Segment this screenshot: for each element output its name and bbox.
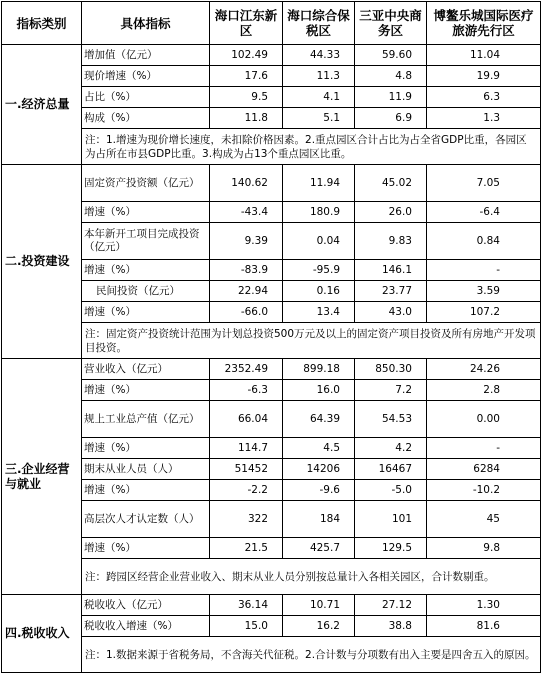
value-cell-sanya-cbd: 16467	[355, 459, 427, 480]
value-cell-jiangdong: 9.39	[210, 223, 283, 260]
value-cell-boao: 0.00	[427, 401, 541, 438]
value-cell-bonded: 180.9	[283, 202, 355, 223]
note-row	[2, 323, 541, 359]
value-cell-sanya-cbd: 59.60	[355, 45, 427, 66]
value-cell-jiangdong: 11.8	[210, 108, 283, 129]
value-cell-bonded: 4.5	[283, 438, 355, 459]
value-cell-sanya-cbd: 9.83	[355, 223, 427, 260]
table-row	[2, 438, 541, 459]
value-cell-bonded: 64.39	[283, 401, 355, 438]
value-cell-bonded: 14206	[283, 459, 355, 480]
value-cell-jiangdong: 322	[210, 501, 283, 538]
section-note: 注：1.增速为现价增长速度，未扣除价格因素。2.重点园区合计占比为占全省GDP比重，各园区为占所在市县GDP比重。3.构成为占13个重点园区比重。	[82, 129, 541, 165]
value-cell-jiangdong: 22.94	[210, 281, 283, 302]
value-cell-sanya-cbd: 129.5	[355, 538, 427, 559]
indicator-label: 营业收入（亿元）	[82, 359, 210, 380]
value-cell-bonded: 4.1	[283, 87, 355, 108]
value-cell-bonded: 10.71	[283, 595, 355, 616]
value-cell-sanya-cbd: 54.53	[355, 401, 427, 438]
value-cell-boao: 1.30	[427, 595, 541, 616]
value-cell-sanya-cbd: 6.9	[355, 108, 427, 129]
note-row	[2, 559, 541, 595]
value-cell-sanya-cbd: 45.02	[355, 165, 427, 202]
value-cell-jiangdong: 36.14	[210, 595, 283, 616]
table-body	[2, 45, 541, 673]
value-cell-boao: 24.26	[427, 359, 541, 380]
value-cell-boao: 45	[427, 501, 541, 538]
value-cell-bonded: 16.0	[283, 380, 355, 401]
table-row	[2, 165, 541, 202]
indicator-label: 税收收入（亿元）	[82, 595, 210, 616]
value-cell-jiangdong: -66.0	[210, 302, 283, 323]
indicator-label: 民间投资（亿元）	[82, 281, 210, 302]
value-cell-sanya-cbd: 43.0	[355, 302, 427, 323]
value-cell-bonded: 0.16	[283, 281, 355, 302]
value-cell-jiangdong: -2.2	[210, 480, 283, 501]
value-cell-jiangdong: -6.3	[210, 380, 283, 401]
value-cell-boao: 9.8	[427, 538, 541, 559]
value-cell-sanya-cbd: 146.1	[355, 260, 427, 281]
indicator-label: 增速（%）	[82, 380, 210, 401]
value-cell-bonded: 11.94	[283, 165, 355, 202]
value-cell-bonded: 899.18	[283, 359, 355, 380]
value-cell-boao: -6.4	[427, 202, 541, 223]
value-cell-bonded: -9.6	[283, 480, 355, 501]
value-cell-jiangdong: 51452	[210, 459, 283, 480]
value-cell-jiangdong: 21.5	[210, 538, 283, 559]
section-note: 注：1.数据来源于省税务局，不含海关代征税。2.合计数与分项数有出入主要是四舍五入的原因。	[82, 637, 541, 673]
value-cell-bonded: 0.04	[283, 223, 355, 260]
indicator-label: 税收收入增速（%）	[82, 616, 210, 637]
value-cell-boao: 7.05	[427, 165, 541, 202]
value-cell-sanya-cbd: 101	[355, 501, 427, 538]
value-cell-sanya-cbd: 4.2	[355, 438, 427, 459]
indicator-label: 增速（%）	[82, 480, 210, 501]
table-row	[2, 359, 541, 380]
table-row	[2, 480, 541, 501]
value-cell-sanya-cbd: 23.77	[355, 281, 427, 302]
note-row	[2, 129, 541, 165]
value-cell-boao: 1.3	[427, 108, 541, 129]
value-cell-boao: 81.6	[427, 616, 541, 637]
value-cell-jiangdong: -43.4	[210, 202, 283, 223]
value-cell-sanya-cbd: 850.30	[355, 359, 427, 380]
header-zone-bonded: 海口综合保税区	[283, 2, 355, 45]
value-cell-boao: 107.2	[427, 302, 541, 323]
table-row	[2, 302, 541, 323]
table-row	[2, 401, 541, 438]
category-cell: 二.投资建设	[2, 165, 82, 359]
indicator-label: 增加值（亿元）	[82, 45, 210, 66]
indicator-label: 增速（%）	[82, 538, 210, 559]
value-cell-jiangdong: 2352.49	[210, 359, 283, 380]
table-row	[2, 538, 541, 559]
indicator-label: 占比（%）	[82, 87, 210, 108]
value-cell-boao: 2.8	[427, 380, 541, 401]
category-cell: 三.企业经营与就业	[2, 359, 82, 595]
value-cell-jiangdong: 15.0	[210, 616, 283, 637]
category-cell: 四.税收收入	[2, 595, 82, 673]
header-zone-boao: 博鳌乐城国际医疗旅游先行区	[427, 2, 541, 45]
value-cell-jiangdong: 102.49	[210, 45, 283, 66]
value-cell-jiangdong: -83.9	[210, 260, 283, 281]
table-row	[2, 501, 541, 538]
value-cell-boao: 3.59	[427, 281, 541, 302]
indicator-label: 规上工业总产值（亿元）	[82, 401, 210, 438]
value-cell-sanya-cbd: -5.0	[355, 480, 427, 501]
indicator-label: 增速（%）	[82, 260, 210, 281]
section-note: 注：固定资产投资统计范围为计划总投资500万元及以上的固定资产项目投资及所有房地产开发项目投资。	[82, 323, 541, 359]
value-cell-bonded: 16.2	[283, 616, 355, 637]
table-row	[2, 260, 541, 281]
value-cell-boao: -	[427, 438, 541, 459]
table-row	[2, 459, 541, 480]
header-category: 指标类别	[2, 2, 82, 45]
value-cell-jiangdong: 17.6	[210, 66, 283, 87]
value-cell-boao: -10.2	[427, 480, 541, 501]
value-cell-bonded: 425.7	[283, 538, 355, 559]
table-row	[2, 380, 541, 401]
value-cell-sanya-cbd: 4.8	[355, 66, 427, 87]
table-row	[2, 45, 541, 66]
value-cell-boao: 6.3	[427, 87, 541, 108]
table-row	[2, 202, 541, 223]
indicator-label: 本年新开工项目完成投资（亿元）	[82, 223, 210, 260]
value-cell-jiangdong: 66.04	[210, 401, 283, 438]
value-cell-boao: 19.9	[427, 66, 541, 87]
park-statistics-table	[1, 1, 541, 673]
header-indicator: 具体指标	[82, 2, 210, 45]
section-note: 注：跨园区经营企业营业收入、期末从业人员分别按总量计入各相关园区，合计数剔重。	[82, 559, 541, 595]
note-row	[2, 637, 541, 673]
table-row	[2, 281, 541, 302]
table-row	[2, 595, 541, 616]
table-row	[2, 223, 541, 260]
indicator-label: 期末从业人员（人）	[82, 459, 210, 480]
indicator-label: 固定资产投资额（亿元）	[82, 165, 210, 202]
table-row	[2, 66, 541, 87]
value-cell-sanya-cbd: 11.9	[355, 87, 427, 108]
value-cell-sanya-cbd: 7.2	[355, 380, 427, 401]
indicator-label: 增速（%）	[82, 438, 210, 459]
table-row	[2, 87, 541, 108]
header-zone-sanya-cbd: 三亚中央商务区	[355, 2, 427, 45]
value-cell-bonded: 44.33	[283, 45, 355, 66]
value-cell-sanya-cbd: 27.12	[355, 595, 427, 616]
value-cell-bonded: 13.4	[283, 302, 355, 323]
value-cell-jiangdong: 140.62	[210, 165, 283, 202]
category-cell: 一.经济总量	[2, 45, 82, 165]
table-row	[2, 616, 541, 637]
header-row	[2, 2, 541, 45]
value-cell-jiangdong: 9.5	[210, 87, 283, 108]
indicator-label: 增速（%）	[82, 302, 210, 323]
value-cell-jiangdong: 114.7	[210, 438, 283, 459]
indicator-label: 增速（%）	[82, 202, 210, 223]
table-row	[2, 108, 541, 129]
indicator-label: 构成（%）	[82, 108, 210, 129]
value-cell-bonded: 5.1	[283, 108, 355, 129]
value-cell-bonded: 184	[283, 501, 355, 538]
indicator-label: 现价增速（%）	[82, 66, 210, 87]
value-cell-sanya-cbd: 26.0	[355, 202, 427, 223]
value-cell-boao: -	[427, 260, 541, 281]
value-cell-boao: 6284	[427, 459, 541, 480]
value-cell-sanya-cbd: 38.8	[355, 616, 427, 637]
value-cell-bonded: -95.9	[283, 260, 355, 281]
value-cell-boao: 11.04	[427, 45, 541, 66]
value-cell-boao: 0.84	[427, 223, 541, 260]
value-cell-bonded: 11.3	[283, 66, 355, 87]
indicator-label: 高层次人才认定数（人）	[82, 501, 210, 538]
header-zone-jiangdong: 海口江东新区	[210, 2, 283, 45]
